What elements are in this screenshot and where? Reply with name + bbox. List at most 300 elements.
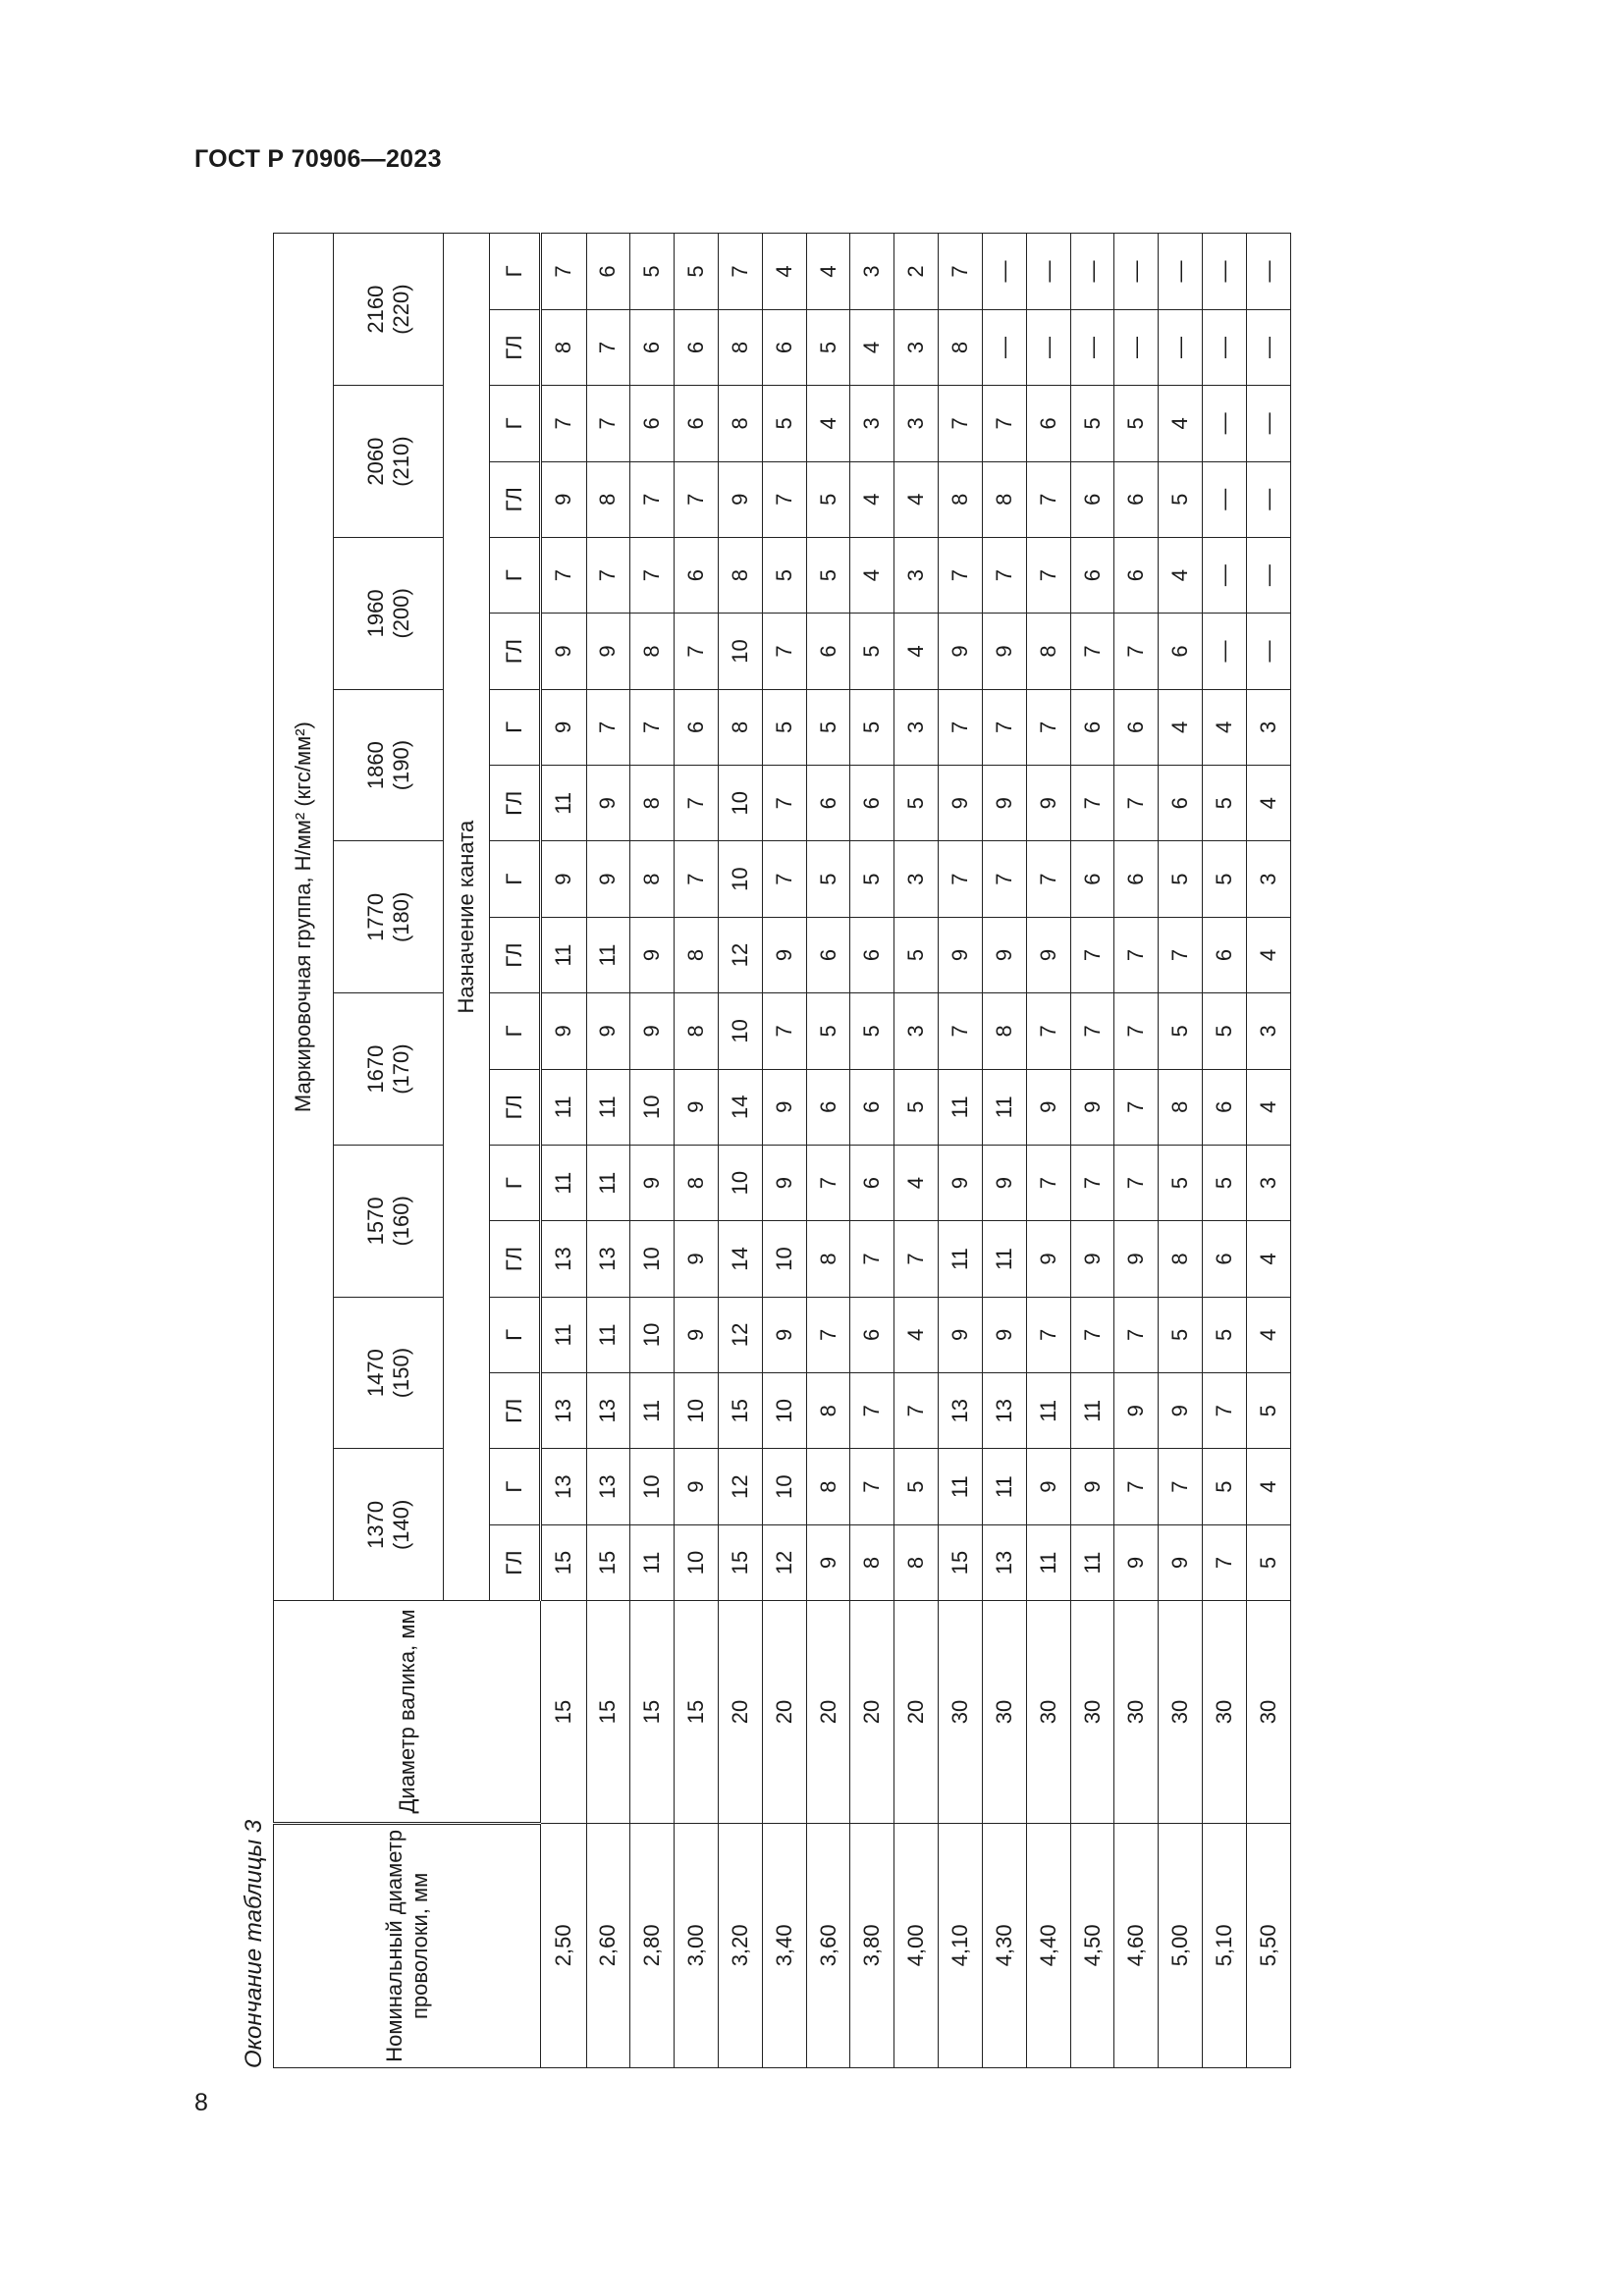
wire-diameter-cell: 3,20	[718, 1823, 762, 2067]
marking-group-value: 1470	[363, 1349, 389, 1398]
value-cell: 9	[1114, 1524, 1159, 1600]
value-cell: 8	[894, 1524, 939, 1600]
value-cell: 6	[1070, 537, 1114, 613]
wire-diameter-cell: 3,80	[850, 1823, 894, 2067]
marking-group-1670	[334, 993, 444, 1146]
value-cell: 7	[1114, 1449, 1159, 1524]
table-row	[894, 234, 939, 2068]
marking-group-1570	[334, 1145, 444, 1297]
roller-diameter-cell: 15	[675, 1601, 719, 1823]
value-cell: 5	[806, 993, 850, 1069]
value-cell: 4	[1159, 537, 1203, 613]
value-cell: 6	[1203, 1069, 1247, 1145]
value-cell: 4	[894, 614, 939, 689]
value-cell: 9	[630, 993, 675, 1069]
value-cell: 13	[541, 1449, 587, 1524]
value-cell: 8	[1026, 614, 1070, 689]
value-cell: 7	[1114, 1297, 1159, 1372]
value-cell: 4	[1246, 1221, 1290, 1297]
value-cell: 15	[718, 1524, 762, 1600]
value-cell: 5	[1203, 1449, 1247, 1524]
value-cell: —	[1026, 234, 1070, 310]
purpose-code-g: Г	[490, 841, 541, 917]
value-cell: 10	[762, 1449, 806, 1524]
value-cell: 11	[586, 1069, 630, 1145]
value-cell: 5	[762, 689, 806, 765]
value-cell: 5	[894, 1449, 939, 1524]
value-cell: 9	[1070, 1449, 1114, 1524]
value-cell: —	[1203, 461, 1247, 537]
value-cell: 7	[1114, 1069, 1159, 1145]
table-row	[762, 234, 806, 2068]
value-cell: 10	[718, 614, 762, 689]
value-cell: 7	[630, 537, 675, 613]
value-cell: 7	[982, 841, 1026, 917]
value-cell: 9	[939, 917, 983, 992]
roller-diameter-cell: 20	[850, 1601, 894, 1823]
value-cell: —	[1070, 309, 1114, 385]
value-cell: 9	[939, 1297, 983, 1372]
value-cell: 9	[586, 614, 630, 689]
value-cell: 8	[675, 1145, 719, 1220]
value-cell: 14	[718, 1069, 762, 1145]
roller-diameter-cell: 20	[806, 1601, 850, 1823]
value-cell: 7	[1114, 917, 1159, 992]
marking-group-1860	[334, 689, 444, 841]
value-cell: 5	[630, 234, 675, 310]
value-cell: 13	[939, 1373, 983, 1449]
value-cell: —	[1114, 234, 1159, 310]
value-cell: 5	[806, 461, 850, 537]
value-cell: 6	[850, 1145, 894, 1220]
value-cell: 5	[762, 386, 806, 461]
marking-group-value: 2160	[363, 285, 389, 334]
value-cell: 5	[850, 689, 894, 765]
value-cell: 8	[982, 461, 1026, 537]
value-cell: 4	[806, 234, 850, 310]
table-row	[586, 234, 630, 2068]
value-cell: 8	[939, 309, 983, 385]
value-cell: 7	[630, 689, 675, 765]
value-cell: 11	[586, 1145, 630, 1220]
purpose-code-gl: ГЛ	[490, 766, 541, 841]
value-cell: —	[1246, 537, 1290, 613]
value-cell: 7	[762, 614, 806, 689]
value-cell: 11	[541, 917, 587, 992]
table-row	[630, 234, 675, 2068]
value-cell: 7	[850, 1449, 894, 1524]
value-cell: 3	[894, 537, 939, 613]
table-row	[850, 234, 894, 2068]
roller-diameter-cell: 30	[1159, 1601, 1203, 1823]
table-row	[1070, 234, 1114, 2068]
wire-diameter-cell: 4,30	[982, 1823, 1026, 2067]
marking-group-value: 1860	[363, 741, 389, 790]
value-cell: 5	[762, 537, 806, 613]
value-cell: 9	[982, 1297, 1026, 1372]
table-caption: Окончание таблицы 3	[241, 1819, 267, 2068]
value-cell: 5	[1246, 1373, 1290, 1449]
value-cell: 8	[982, 993, 1026, 1069]
value-cell: 11	[939, 1449, 983, 1524]
marking-group-kgf: (180)	[388, 891, 413, 943]
value-cell: 6	[1114, 537, 1159, 613]
value-cell: 10	[630, 1297, 675, 1372]
wire-diameter-cell: 3,60	[806, 1823, 850, 2067]
value-cell: 11	[630, 1524, 675, 1600]
value-cell: 9	[1159, 1524, 1203, 1600]
value-cell: 9	[630, 917, 675, 992]
value-cell: 7	[1026, 1145, 1070, 1220]
value-cell: 6	[850, 766, 894, 841]
value-cell: 5	[1159, 841, 1203, 917]
roller-diameter-header	[274, 1601, 541, 1823]
value-cell: 8	[806, 1221, 850, 1297]
marking-group-kgf: (160)	[388, 1196, 413, 1247]
value-cell: 5	[1070, 386, 1114, 461]
value-cell: 9	[1026, 917, 1070, 992]
value-cell: 5	[1203, 841, 1247, 917]
wire-diameter-cell: 4,10	[939, 1823, 983, 2067]
value-cell: 3	[850, 234, 894, 310]
value-cell: 3	[850, 386, 894, 461]
value-cell: 10	[718, 1145, 762, 1220]
value-cell: 9	[541, 461, 587, 537]
value-cell: 7	[939, 689, 983, 765]
value-cell: 6	[850, 1297, 894, 1372]
value-cell: 11	[541, 1069, 587, 1145]
value-cell: 7	[1026, 537, 1070, 613]
value-cell: 9	[982, 917, 1026, 992]
value-cell: 7	[1070, 1297, 1114, 1372]
value-cell: 13	[982, 1524, 1026, 1600]
value-cell: 9	[541, 841, 587, 917]
value-cell: 9	[675, 1449, 719, 1524]
roller-diameter-cell: 30	[1203, 1601, 1247, 1823]
value-cell: 6	[1070, 841, 1114, 917]
value-cell: 4	[1159, 689, 1203, 765]
value-cell: 4	[850, 461, 894, 537]
value-cell: 9	[806, 1524, 850, 1600]
value-cell: 11	[982, 1069, 1026, 1145]
roller-diameter-cell: 30	[939, 1601, 983, 1823]
value-cell: 13	[541, 1373, 587, 1449]
purpose-code-gl: ГЛ	[490, 917, 541, 992]
value-cell: 11	[541, 766, 587, 841]
value-cell: 5	[1203, 1145, 1247, 1220]
value-cell: 15	[718, 1373, 762, 1449]
marking-group-kgf: (170)	[388, 1043, 413, 1095]
value-cell: 6	[586, 234, 630, 310]
value-cell: 5	[850, 614, 894, 689]
value-cell: 6	[1070, 461, 1114, 537]
purpose-code-gl: ГЛ	[490, 461, 541, 537]
value-cell: 7	[806, 1297, 850, 1372]
value-cell: 5	[806, 689, 850, 765]
wire-diameter-cell: 2,50	[541, 1823, 587, 2067]
value-cell: 7	[1203, 1373, 1247, 1449]
value-cell: 9	[982, 614, 1026, 689]
value-cell: 6	[806, 917, 850, 992]
value-cell: 7	[982, 386, 1026, 461]
purpose-code-g: Г	[490, 386, 541, 461]
value-cell: 7	[1070, 614, 1114, 689]
value-cell: 7	[939, 234, 983, 310]
table-row	[541, 234, 587, 2068]
value-cell: 7	[630, 461, 675, 537]
value-cell: 4	[894, 1145, 939, 1220]
value-cell: 6	[1159, 766, 1203, 841]
value-cell: 5	[1159, 1297, 1203, 1372]
value-cell: 6	[1114, 841, 1159, 917]
value-cell: —	[982, 309, 1026, 385]
wire-diameter-header	[274, 1823, 541, 2067]
table-row	[939, 234, 983, 2068]
value-cell: 9	[586, 993, 630, 1069]
value-cell: 3	[1246, 993, 1290, 1069]
value-cell: 7	[939, 386, 983, 461]
value-cell: 9	[1026, 1221, 1070, 1297]
value-cell: —	[1203, 309, 1247, 385]
value-cell: —	[1246, 386, 1290, 461]
value-cell: 4	[1203, 689, 1247, 765]
value-cell: 7	[894, 1373, 939, 1449]
value-cell: 8	[806, 1373, 850, 1449]
marking-group-1770	[334, 841, 444, 993]
value-cell: 11	[541, 1145, 587, 1220]
value-cell: 9	[541, 614, 587, 689]
value-cell: 9	[1026, 766, 1070, 841]
value-cell: 8	[1159, 1069, 1203, 1145]
value-cell: 5	[850, 841, 894, 917]
value-cell: —	[1026, 309, 1070, 385]
table-row	[1203, 234, 1247, 2068]
value-cell: 7	[939, 993, 983, 1069]
value-cell: 7	[762, 841, 806, 917]
value-cell: —	[1203, 386, 1247, 461]
value-cell: 7	[762, 766, 806, 841]
value-cell: 9	[1026, 1449, 1070, 1524]
marking-group-kgf: (210)	[388, 436, 413, 487]
value-cell: —	[1114, 309, 1159, 385]
value-cell: 4	[762, 234, 806, 310]
value-cell: 5	[806, 309, 850, 385]
marking-group-value: 2060	[363, 437, 389, 486]
marking-group-kgf: (200)	[388, 588, 413, 639]
value-cell: 15	[939, 1524, 983, 1600]
value-cell: 9	[939, 766, 983, 841]
value-cell: 6	[1070, 689, 1114, 765]
value-cell: 2	[894, 234, 939, 310]
value-cell: 10	[762, 1221, 806, 1297]
value-cell: 6	[1203, 1221, 1247, 1297]
value-cell: —	[982, 234, 1026, 310]
table-row	[1026, 234, 1070, 2068]
page-number: 8	[194, 2089, 208, 2116]
value-cell: 8	[675, 917, 719, 992]
roller-diameter-cell: 20	[762, 1601, 806, 1823]
purpose-code-g: Г	[490, 1449, 541, 1524]
value-cell: —	[1246, 614, 1290, 689]
roller-diameter-cell: 30	[1114, 1601, 1159, 1823]
marking-group-value: 1370	[363, 1500, 389, 1549]
value-cell: 7	[675, 614, 719, 689]
value-cell: 8	[675, 993, 719, 1069]
value-cell: 12	[762, 1524, 806, 1600]
value-cell: 8	[630, 614, 675, 689]
data-table	[273, 233, 1291, 2068]
value-cell: 8	[939, 461, 983, 537]
purpose-code-gl: ГЛ	[490, 1221, 541, 1297]
value-cell: 11	[586, 1297, 630, 1372]
value-cell: 9	[939, 1145, 983, 1220]
value-cell: 4	[1246, 1297, 1290, 1372]
value-cell: 9	[1114, 1373, 1159, 1449]
value-cell: 9	[630, 1145, 675, 1220]
value-cell: 11	[1026, 1373, 1070, 1449]
value-cell: 5	[1203, 1297, 1247, 1372]
value-cell: 6	[1203, 917, 1247, 992]
value-cell: 6	[850, 917, 894, 992]
purpose-code-gl: ГЛ	[490, 614, 541, 689]
value-cell: 7	[1114, 1145, 1159, 1220]
value-cell: 6	[806, 614, 850, 689]
value-cell: 9	[762, 1145, 806, 1220]
value-cell: 7	[982, 689, 1026, 765]
value-cell: 11	[586, 917, 630, 992]
value-cell: 9	[1159, 1373, 1203, 1449]
value-cell: 9	[675, 1221, 719, 1297]
value-cell: —	[1246, 234, 1290, 310]
value-cell: 7	[675, 841, 719, 917]
value-cell: 7	[1159, 1449, 1203, 1524]
value-cell: 8	[806, 1449, 850, 1524]
value-cell: 4	[1246, 1449, 1290, 1524]
value-cell: 13	[586, 1221, 630, 1297]
value-cell: —	[1203, 614, 1247, 689]
value-cell: 7	[1070, 766, 1114, 841]
wire-diameter-cell: 3,00	[675, 1823, 719, 2067]
roller-diameter-cell: 15	[586, 1601, 630, 1823]
value-cell: 10	[718, 841, 762, 917]
marking-group-value: 1670	[363, 1044, 389, 1094]
value-cell: 7	[1026, 993, 1070, 1069]
wire-diameter-label: Номинальный диаметр проволоки, мм	[382, 1829, 432, 2062]
purpose-code-g: Г	[490, 1145, 541, 1220]
value-cell: 6	[806, 1069, 850, 1145]
value-cell: 10	[675, 1524, 719, 1600]
value-cell: 3	[1246, 1145, 1290, 1220]
value-cell: 11	[630, 1373, 675, 1449]
value-cell: 11	[982, 1221, 1026, 1297]
value-cell: 12	[718, 1297, 762, 1372]
value-cell: 8	[586, 461, 630, 537]
value-cell: 4	[894, 1297, 939, 1372]
value-cell: 11	[1070, 1373, 1114, 1449]
roller-diameter-cell: 30	[1246, 1601, 1290, 1823]
value-cell: 9	[1070, 1069, 1114, 1145]
value-cell: 8	[718, 537, 762, 613]
value-cell: 7	[586, 537, 630, 613]
value-cell: 10	[718, 993, 762, 1069]
value-cell: 9	[762, 917, 806, 992]
value-cell: 11	[1070, 1524, 1114, 1600]
value-cell: 5	[1159, 993, 1203, 1069]
value-cell: 8	[718, 309, 762, 385]
value-cell: 9	[718, 461, 762, 537]
value-cell: 10	[718, 766, 762, 841]
purpose-code-g: Г	[490, 1297, 541, 1372]
value-cell: 4	[1246, 917, 1290, 992]
value-cell: 7	[939, 537, 983, 613]
marking-group-kgf: (140)	[388, 1499, 413, 1551]
marking-group-header: Маркировочная группа, Н/мм² (кгс/мм²)	[274, 234, 334, 1601]
value-cell: 4	[1246, 1069, 1290, 1145]
value-cell: —	[1070, 234, 1114, 310]
value-cell: 7	[850, 1373, 894, 1449]
marking-group-1960	[334, 537, 444, 689]
wire-diameter-cell: 5,50	[1246, 1823, 1290, 2067]
value-cell: 6	[1114, 461, 1159, 537]
value-cell: 7	[586, 386, 630, 461]
value-cell: 5	[1203, 993, 1247, 1069]
value-cell: 8	[630, 841, 675, 917]
value-cell: 7	[894, 1221, 939, 1297]
value-cell: 4	[806, 386, 850, 461]
document-header: ГОСТ Р 70906—2023	[194, 145, 442, 173]
value-cell: 7	[1114, 993, 1159, 1069]
purpose-code-gl: ГЛ	[490, 1524, 541, 1600]
value-cell: 6	[806, 766, 850, 841]
value-cell: 7	[1026, 1297, 1070, 1372]
value-cell: 7	[1070, 993, 1114, 1069]
value-cell: 11	[1026, 1524, 1070, 1600]
value-cell: 9	[675, 1069, 719, 1145]
value-cell: 8	[630, 766, 675, 841]
value-cell: 6	[675, 689, 719, 765]
purpose-code-g: Г	[490, 537, 541, 613]
value-cell: 6	[630, 386, 675, 461]
wire-diameter-cell: 4,60	[1114, 1823, 1159, 2067]
marking-group-kgf: (220)	[388, 284, 413, 335]
value-cell: 10	[630, 1069, 675, 1145]
value-cell: 13	[541, 1221, 587, 1297]
value-cell: —	[1159, 309, 1203, 385]
purpose-code-gl: ГЛ	[490, 1373, 541, 1449]
marking-group-value: 1960	[363, 589, 389, 638]
value-cell: 9	[675, 1297, 719, 1372]
value-cell: 7	[850, 1221, 894, 1297]
value-cell: 5	[894, 917, 939, 992]
wire-diameter-cell: 2,80	[630, 1823, 675, 2067]
value-cell: 6	[630, 309, 675, 385]
value-cell: 8	[1159, 1221, 1203, 1297]
value-cell: 7	[762, 993, 806, 1069]
table-row	[1114, 234, 1159, 2068]
value-cell: 7	[806, 1145, 850, 1220]
table-row	[982, 234, 1026, 2068]
purpose-code-g: Г	[490, 993, 541, 1069]
value-cell: 7	[1114, 766, 1159, 841]
value-cell: 7	[718, 234, 762, 310]
value-cell: 5	[894, 1069, 939, 1145]
value-cell: 5	[806, 537, 850, 613]
value-cell: 5	[1114, 386, 1159, 461]
value-cell: 4	[1246, 766, 1290, 841]
value-cell: 6	[675, 386, 719, 461]
wire-diameter-cell: 4,40	[1026, 1823, 1070, 2067]
value-cell: —	[1203, 234, 1247, 310]
